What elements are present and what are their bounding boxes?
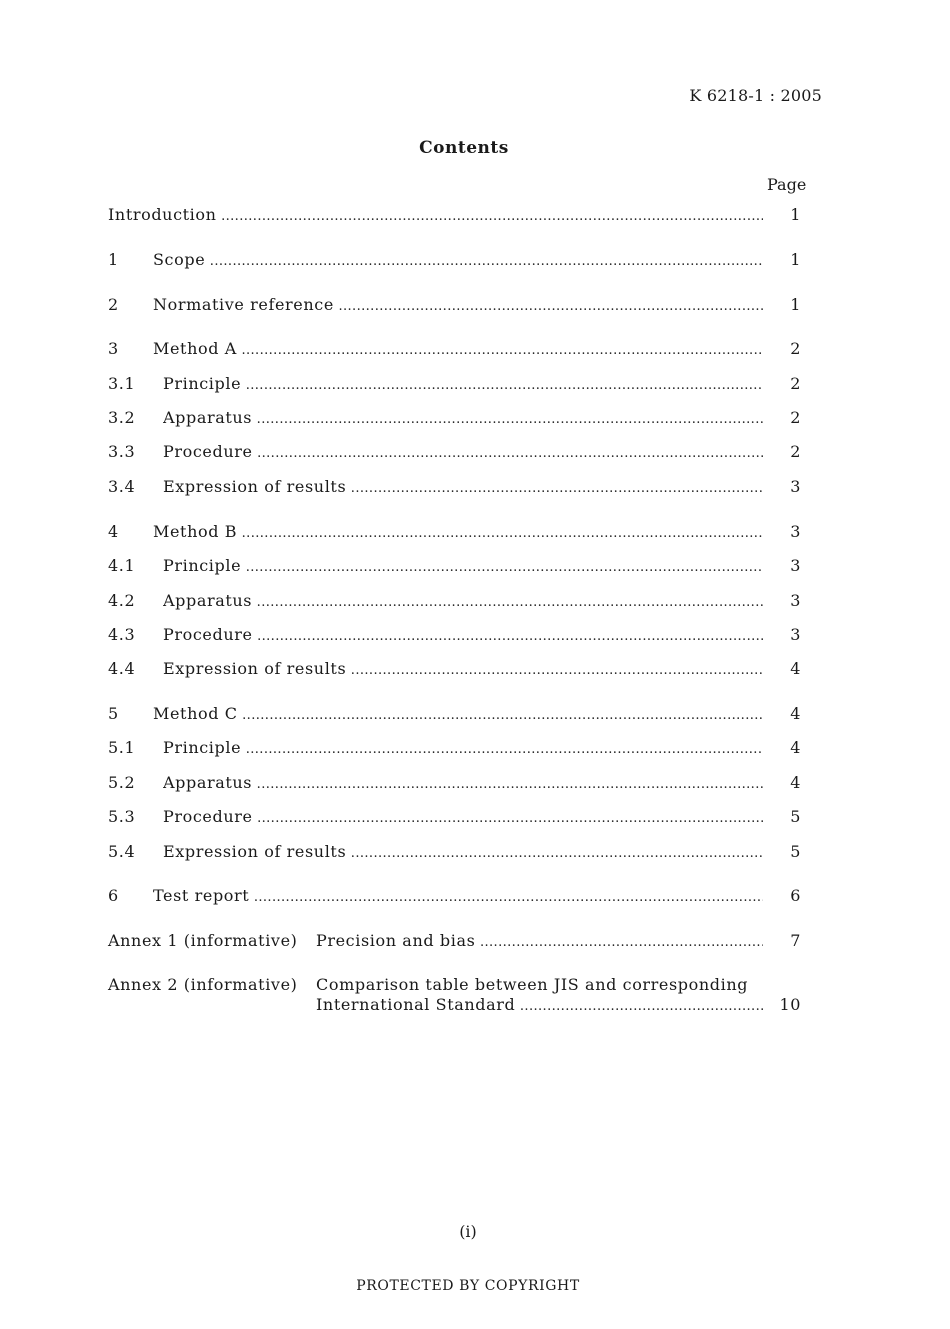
toc-entry-label: Procedure ..... <box>163 441 763 465</box>
toc-entry-page: 4 <box>790 659 801 678</box>
toc-entry-number: 2 <box>108 295 119 314</box>
toc-entry[interactable] <box>108 373 808 395</box>
toc-entry-page: 3 <box>790 625 801 644</box>
annex-page: 10 <box>779 995 801 1014</box>
toc-entry[interactable] <box>108 555 808 577</box>
toc-entry-number: 4.1 <box>108 556 136 575</box>
toc-entry-page: 2 <box>790 374 801 393</box>
toc-entry-page: 2 <box>790 408 801 427</box>
toc-entry-label: Apparatus ..... <box>163 590 763 614</box>
toc-entry-label: Procedure ..... <box>163 624 763 648</box>
copyright-notice: PROTECTED BY COPYRIGHT <box>356 1278 580 1294</box>
toc-entry[interactable] <box>108 249 808 271</box>
toc-entry-label: Expression of results ..... <box>163 658 763 682</box>
annex-page: 7 <box>790 931 801 950</box>
toc-entry[interactable] <box>108 338 808 360</box>
annex-title-continued: International Standard ..... <box>316 994 763 1018</box>
toc-entry-page: 3 <box>790 591 801 610</box>
footer-page-number: (i) <box>459 1222 477 1241</box>
toc-annex-entry[interactable] <box>108 974 808 1018</box>
toc-entry-label: Method A ..... <box>153 338 763 362</box>
toc-entry-number: 4.4 <box>108 659 136 678</box>
toc-entry-page: 1 <box>790 205 801 224</box>
toc-entry[interactable] <box>108 407 808 429</box>
toc-entry[interactable] <box>108 204 808 226</box>
page-column-header: Page <box>767 175 807 194</box>
toc-entry[interactable] <box>108 737 808 759</box>
annex-name: Annex 2 (informative) <box>108 975 298 994</box>
toc-entry-number: 3.2 <box>108 408 136 427</box>
toc-annex-entry[interactable] <box>108 930 808 952</box>
toc-entry-number: 4 <box>108 522 119 541</box>
toc-entry[interactable] <box>108 658 808 680</box>
toc-entry-label: Principle ..... <box>163 373 763 397</box>
toc-entry-label: Normative reference ..... <box>153 294 763 318</box>
toc-entry-page: 6 <box>790 886 801 905</box>
toc-entry-page: 3 <box>790 522 801 541</box>
toc-entry-label: Method B ..... <box>153 521 763 545</box>
toc-entry-label: Method C ..... <box>153 703 763 727</box>
toc-entry[interactable] <box>108 806 808 828</box>
toc-entry-number: 4.2 <box>108 591 136 610</box>
toc-entry-label: Apparatus ..... <box>163 772 763 796</box>
toc-entry-number: 3.3 <box>108 442 136 461</box>
toc-entry-page: 1 <box>790 295 801 314</box>
toc-entry-label: Scope ..... <box>153 249 763 273</box>
toc-entry-label: Expression of results ..... <box>163 476 763 500</box>
toc-entry-label: Test report ..... <box>153 885 763 909</box>
toc-entry-number: 5.2 <box>108 773 136 792</box>
toc-entry-page: 2 <box>790 339 801 358</box>
toc-entry-label: Expression of results ..... <box>163 841 763 865</box>
toc-entry-label: Apparatus ..... <box>163 407 763 431</box>
toc-entry[interactable] <box>108 294 808 316</box>
toc-entry-number: 1 <box>108 250 119 269</box>
toc-entry[interactable] <box>108 590 808 612</box>
toc-entry-number: 5.1 <box>108 738 136 757</box>
toc-entry-page: 4 <box>790 704 801 723</box>
toc-entry-number: 4.3 <box>108 625 136 644</box>
toc-entry-page: 3 <box>790 556 801 575</box>
toc-entry-page: 2 <box>790 442 801 461</box>
toc-entry[interactable] <box>108 521 808 543</box>
toc-entry-page: 4 <box>790 738 801 757</box>
toc-entry-number: 3 <box>108 339 119 358</box>
toc-entry-label: Principle ..... <box>163 737 763 761</box>
toc-entry[interactable] <box>108 772 808 794</box>
standard-number: K 6218-1 : 2005 <box>689 86 822 105</box>
toc-entry-number: 5.3 <box>108 807 136 826</box>
toc-entry-page: 5 <box>790 842 801 861</box>
toc-entry-label: Procedure ..... <box>163 806 763 830</box>
toc-entry-number: 5.4 <box>108 842 136 861</box>
toc-entry-number: 3.4 <box>108 477 136 496</box>
toc-entry-label: Principle ..... <box>163 555 763 579</box>
annex-name: Annex 1 (informative) <box>108 931 298 950</box>
toc-entry-number: 6 <box>108 886 119 905</box>
toc-entry-page: 3 <box>790 477 801 496</box>
toc-entry[interactable] <box>108 624 808 646</box>
toc-entry[interactable] <box>108 703 808 725</box>
toc-entry-page: 1 <box>790 250 801 269</box>
toc-entry-number: 5 <box>108 704 119 723</box>
annex-title: Precision and bias ..... <box>316 930 763 954</box>
toc-entry[interactable] <box>108 885 808 907</box>
toc-entry-number: 3.1 <box>108 374 136 393</box>
annex-title: Comparison table between JIS and corresponding <box>316 975 749 994</box>
toc-entry[interactable] <box>108 476 808 498</box>
toc-entry[interactable] <box>108 841 808 863</box>
page-title: Contents <box>419 138 509 158</box>
toc-entry[interactable] <box>108 441 808 463</box>
toc-entry-page: 4 <box>790 773 801 792</box>
toc-entry-page: 5 <box>790 807 801 826</box>
toc-entry-label: Introduction ..... <box>108 204 763 228</box>
